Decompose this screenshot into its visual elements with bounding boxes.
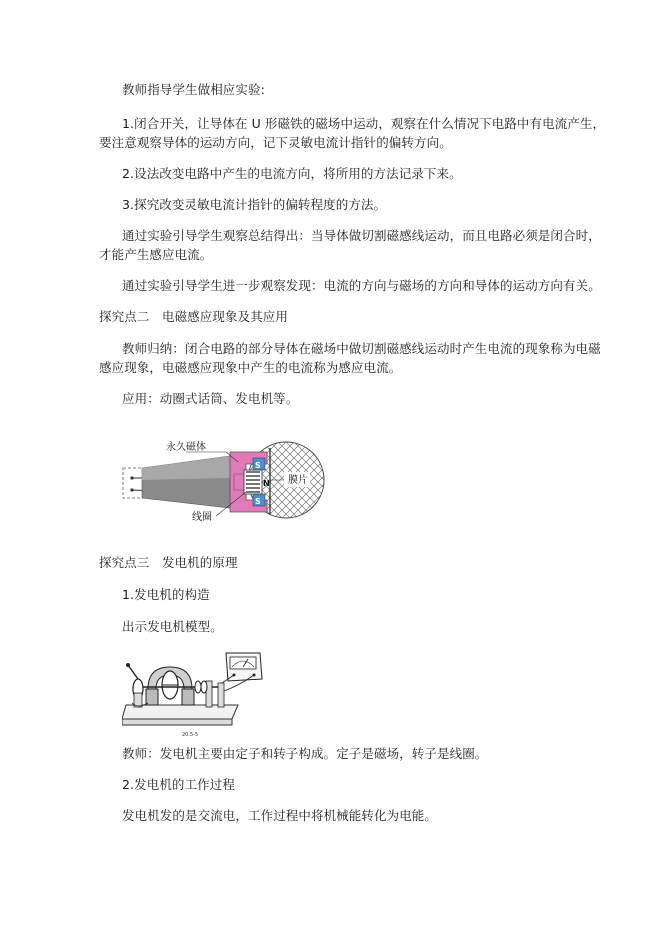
paragraph-energy-conversion: 发电机发的是交流电，工作过程中将机械能转化为电能。 [122,808,438,823]
paragraph-stator-rotor: 教师：发电机主要由定子和转子构成。定子是磁场，转子是线圈。 [122,746,488,761]
paragraph-direction: 通过实验引导学生进一步观察发现：电流的方向与磁场的方向和导体的运动方向有关。 [122,278,601,293]
paragraph-model: 出示发电机模型。 [122,619,223,634]
paragraph-definition-line2: 感应现象，电磁感应现象中产生的电流称为感应电流。 [99,360,402,375]
paragraph-applications: 应用：动圈式话筒、发电机等。 [122,391,299,406]
coil-label: 线圈 [192,512,212,523]
magnet-label: 永久磁体 [166,442,206,453]
paragraph-summary-line2: 才能产生感应电流。 [99,247,213,262]
paragraph-summary-line1: 通过实验引导学生观察总结得出：当导体做切割磁感线运动，而且电路必须是闭合时， [122,228,601,243]
generator-model-diagram [122,645,268,737]
paragraph-step1-line2: 要注意观察导体的运动方向，记下灵敏电流计指针的偏转方向。 [99,135,452,150]
paragraph-working-process-heading: 2.发电机的工作过程 [122,777,235,792]
paragraph-definition-line1: 教师归纳：闭合电路的部分导体在磁场中做切割磁感线运动时产生电流的现象称为电磁 [122,341,601,356]
pole-n: N [263,479,270,488]
section-heading-2: 探究点二 电磁感应现象及其应用 [99,309,289,324]
paragraph-step3: 3.探究改变灵敏电流计指针的偏转程度的方法。 [122,197,387,212]
pole-s-bottom: S [255,497,261,506]
paragraph-instruction: 教师指导学生做相应实验: [122,82,265,97]
paragraph-structure: 1.发电机的构造 [122,587,210,602]
pole-s-top: S [255,461,261,470]
paragraph-step2: 2.设法改变电路中产生的电流方向，将所用的方法记录下来。 [122,166,462,181]
diaphragm-label: 膜片 [288,475,308,486]
generator-figure-caption: 20.5-5 [182,732,199,737]
paragraph-step1-line1: 1.闭合开关，让导体在 U 形磁铁的磁场中运动，观察在什么情况下电路中有电流产生， [122,116,606,131]
section-heading-3: 探究点三 发电机的原理 [99,555,238,570]
microphone-diagram [122,438,334,534]
